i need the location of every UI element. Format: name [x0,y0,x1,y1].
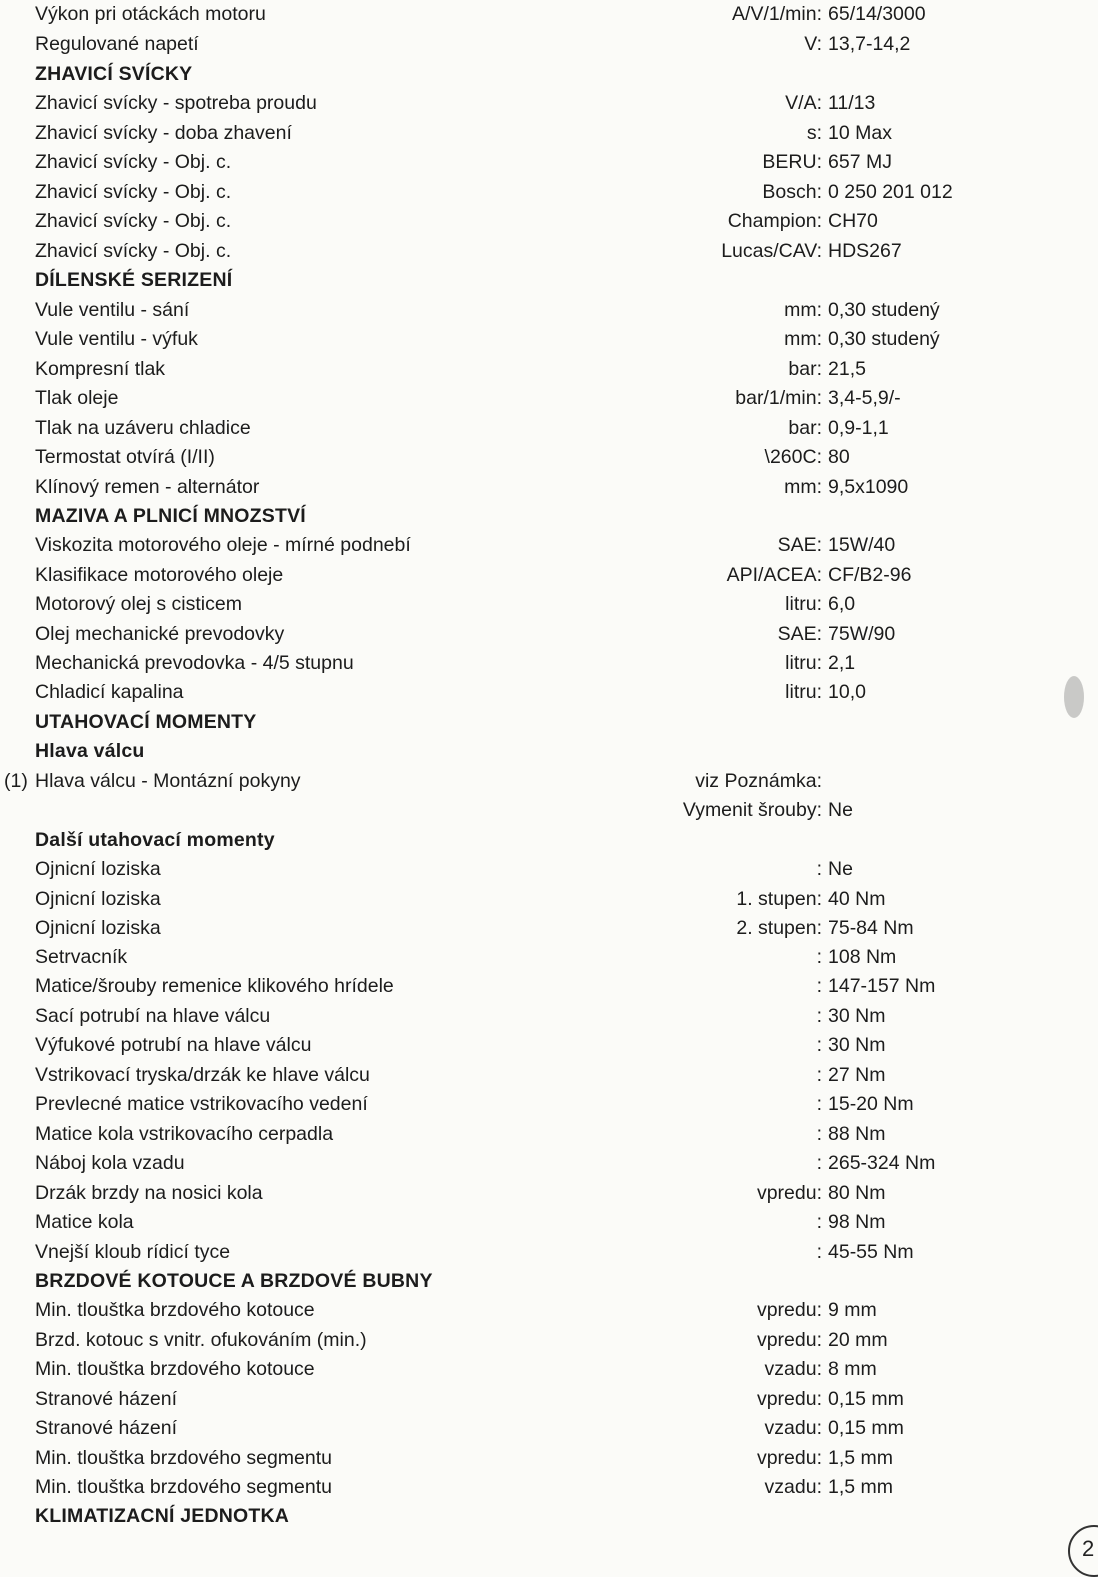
spec-label: Ojnicní loziska [35,917,161,939]
spec-unit: V: [804,33,822,55]
spec-row [0,237,1098,266]
spec-label: Vule ventilu - sání [35,299,190,321]
spec-unit: \260C: [764,446,822,468]
spec-unit: : [816,1241,822,1263]
spec-value: 0,30 studený [828,299,940,321]
spec-unit: bar: [788,417,822,439]
spec-value: 20 mm [828,1329,888,1351]
spec-label: Klínový remen - alternátor [35,476,260,498]
spec-row [0,885,1098,914]
spec-unit: mm: [784,476,822,498]
spec-row [0,325,1098,354]
spec-value: 80 Nm [828,1182,886,1204]
spec-unit: : [816,858,822,880]
spec-unit: : [816,1211,822,1233]
spec-row [0,1149,1098,1178]
spec-unit: V/A: [785,92,822,114]
spec-unit: Champion: [727,210,822,232]
section-heading [0,266,1098,295]
spec-value: 0,15 mm [828,1388,904,1410]
section-heading [0,502,1098,531]
spec-unit: vzadu: [764,1476,822,1498]
spec-label: Klasifikace motorového oleje [35,564,284,586]
spec-value: 30 Nm [828,1034,886,1056]
note-marker: (1) [4,770,28,792]
section-title: ZHAVICÍ SVÍCKY [35,63,193,85]
spec-row [0,1385,1098,1414]
spec-value: Ne [828,799,853,821]
spec-unit: : [816,946,822,968]
section-heading [0,737,1098,766]
spec-unit: vzadu: [764,1417,822,1439]
spec-row [0,1473,1098,1502]
section-title: UTAHOVACÍ MOMENTY [35,711,257,733]
spec-row [0,1414,1098,1443]
spec-label: Stranové házení [35,1388,178,1410]
spec-label: Zhavicí svícky - Obj. c. [35,181,232,203]
section-title: Hlava válcu [35,740,145,762]
spec-value: 80 [828,446,850,468]
spec-label: Stranové házení [35,1417,178,1439]
spec-value: 265-324 Nm [828,1152,936,1174]
spec-unit: s: [806,122,822,144]
spec-unit: : [816,1064,822,1086]
spec-value: CF/B2-96 [828,564,912,586]
spec-unit: 2. stupen: [736,917,822,939]
spec-row [0,1090,1098,1119]
spec-value: 0 250 201 012 [828,181,953,203]
spec-row [0,1444,1098,1473]
spec-value: 30 Nm [828,1005,886,1027]
spec-unit: : [816,1123,822,1145]
spec-label: Matice kola [35,1211,134,1233]
spec-value: 65/14/3000 [828,3,926,25]
spec-label: Regulované napetí [35,33,199,55]
spec-row [0,1031,1098,1060]
section-title: Další utahovací momenty [35,829,275,851]
spec-row [0,796,1098,825]
spec-value: 27 Nm [828,1064,886,1086]
spec-unit: Bosch: [762,181,822,203]
spec-row [0,678,1098,707]
spec-label: Zhavicí svícky - Obj. c. [35,210,232,232]
spec-unit: vzadu: [764,1358,822,1380]
spec-value: Ne [828,858,853,880]
spec-row [0,443,1098,472]
spec-label: Vstrikovací tryska/drzák ke hlave válcu [35,1064,370,1086]
spec-unit: litru: [785,593,822,615]
spec-value: 11/13 [828,92,876,114]
spec-value: 3,4-5,9/- [828,387,901,409]
spec-row [0,531,1098,560]
spec-label: Matice kola vstrikovacího cerpadla [35,1123,334,1145]
spec-value: 15-20 Nm [828,1093,914,1115]
spec-label: Výkon pri otáckách motoru [35,3,266,25]
spec-value: 6,0 [828,593,856,615]
spec-label: Hlava válcu - Montázní pokyny [35,770,301,792]
spec-row [0,855,1098,884]
spec-row [0,1208,1098,1237]
spec-row [0,972,1098,1001]
spec-label: Zhavicí svícky - spotreba proudu [35,92,317,114]
spec-value: 40 Nm [828,888,886,910]
spec-unit: BERU: [762,151,822,173]
spec-value: 9 mm [828,1299,877,1321]
spec-value: 0,15 mm [828,1417,904,1439]
spec-label: Ojnicní loziska [35,888,161,910]
spec-label: Olej mechanické prevodovky [35,623,285,645]
spec-row [0,1061,1098,1090]
spec-unit: : [816,1005,822,1027]
spec-label: Viskozita motorového oleje - mírné podnebí [35,534,411,556]
spec-label: Zhavicí svícky - Obj. c. [35,240,232,262]
spec-row [0,296,1098,325]
spec-value: 147-157 Nm [828,975,936,997]
spec-value: 1,5 mm [828,1447,894,1469]
section-heading [0,826,1098,855]
spec-value: 0,30 studený [828,328,940,350]
spec-label: Min. tlouštka brzdového segmentu [35,1447,332,1469]
spec-unit: Lucas/CAV: [721,240,822,262]
spec-row [0,178,1098,207]
spec-value: 88 Nm [828,1123,886,1145]
spec-label: Drzák brzdy na nosici kola [35,1182,263,1204]
spec-value: 75-84 Nm [828,917,914,939]
spec-value: 13,7-14,2 [828,33,911,55]
spec-unit: viz Poznámka: [695,770,822,792]
spec-label: Zhavicí svícky - Obj. c. [35,151,232,173]
spec-unit: vpredu: [756,1329,822,1351]
section-title: BRZDOVÉ KOTOUCE A BRZDOVÉ BUBNY [35,1270,433,1292]
spec-row [0,767,1098,796]
spec-value: 10 Max [828,122,892,144]
spec-row [0,620,1098,649]
spec-unit: : [816,1034,822,1056]
spec-label: Min. tlouštka brzdového kotouce [35,1299,315,1321]
spec-row [0,1238,1098,1267]
spec-row [0,943,1098,972]
spec-label: Náboj kola vzadu [35,1152,185,1174]
spec-unit: : [816,975,822,997]
spec-row [0,1179,1098,1208]
spec-row [0,30,1098,59]
spec-value: 15W/40 [828,534,896,556]
spec-unit: Vymenit šrouby: [682,799,822,821]
spec-label: Matice/šrouby remenice klikového hrídele [35,975,394,997]
spec-row [0,1296,1098,1325]
section-heading [0,708,1098,737]
spec-row [0,590,1098,619]
spec-unit: mm: [784,299,822,321]
spec-row [0,473,1098,502]
spec-value: 98 Nm [828,1211,886,1233]
spec-value: 8 mm [828,1358,877,1380]
spec-row [0,1355,1098,1384]
spec-value: HDS267 [828,240,902,262]
spec-unit: vpredu: [756,1299,822,1321]
spec-unit: vpredu: [756,1182,822,1204]
spec-value: 75W/90 [828,623,896,645]
spec-label: Termostat otvírá (I/II) [35,446,215,468]
spec-row [0,148,1098,177]
spec-value: 1,5 mm [828,1476,894,1498]
spec-row [0,355,1098,384]
spec-value: 108 Nm [828,946,897,968]
spec-value: 45-55 Nm [828,1241,914,1263]
spec-row [0,414,1098,443]
spec-row [0,914,1098,943]
spec-row [0,384,1098,413]
spec-row [0,207,1098,236]
spec-value: 657 MJ [828,151,892,173]
spec-unit: : [816,1152,822,1174]
spec-row [0,1002,1098,1031]
spec-label: Mechanická prevodovka - 4/5 stupnu [35,652,354,674]
spec-label: Motorový olej s cisticem [35,593,242,615]
spec-row [0,89,1098,118]
spec-unit: SAE: [777,534,822,556]
spec-unit: SAE: [777,623,822,645]
spec-unit: 1. stupen: [736,888,822,910]
spec-label: Vnejší kloub rídicí tyce [35,1241,231,1263]
spec-label: Sací potrubí na hlave válcu [35,1005,271,1027]
spec-label: Brzd. kotouc s vnitr. ofukováním (min.) [35,1329,367,1351]
spec-label: Vule ventilu - výfuk [35,328,198,350]
spec-value: CH70 [828,210,878,232]
spec-label: Ojnicní loziska [35,858,161,880]
spec-label: Min. tlouštka brzdového segmentu [35,1476,332,1498]
spec-label: Tlak na uzáveru chladice [35,417,251,439]
spec-unit: litru: [785,652,822,674]
spec-unit: vpredu: [756,1447,822,1469]
spec-value: 2,1 [828,652,856,674]
spec-label: Tlak oleje [35,387,119,409]
spec-label: Zhavicí svícky - doba zhavení [35,122,292,144]
spec-unit: API/ACEA: [726,564,822,586]
spec-unit: bar: [788,358,822,380]
section-title: MAZIVA A PLNICÍ MNOZSTVÍ [35,505,306,527]
spec-value: 0,9-1,1 [828,417,889,439]
section-heading [0,1502,1098,1531]
spec-unit: : [816,1093,822,1115]
section-heading [0,60,1098,89]
spec-label: Setrvacník [35,946,128,968]
spec-row [0,649,1098,678]
spec-value: 10,0 [828,681,866,703]
spec-row [0,119,1098,148]
spec-unit: A/V/1/min: [732,3,822,25]
spec-label: Kompresní tlak [35,358,166,380]
spec-label: Min. tlouštka brzdového kotouce [35,1358,315,1380]
spec-label: Výfukové potrubí na hlave válcu [35,1034,312,1056]
spec-row [0,0,1098,29]
spec-row [0,561,1098,590]
spec-value: 9,5x1090 [828,476,909,498]
spec-row [0,1326,1098,1355]
section-title: DÍLENSKÉ SERIZENÍ [35,269,233,291]
spec-value: 21,5 [828,358,866,380]
spec-label: Chladicí kapalina [35,681,184,703]
spec-unit: vpredu: [756,1388,822,1410]
spec-row [0,1120,1098,1149]
section-title: KLIMATIZACNÍ JEDNOTKA [35,1505,290,1527]
spec-unit: mm: [784,328,822,350]
section-heading [0,1267,1098,1296]
spec-label: Prevlecné matice vstrikovacího vedení [35,1093,368,1115]
spec-unit: litru: [785,681,822,703]
page-number: 2 [1068,1525,1098,1577]
spec-unit: bar/1/min: [735,387,822,409]
